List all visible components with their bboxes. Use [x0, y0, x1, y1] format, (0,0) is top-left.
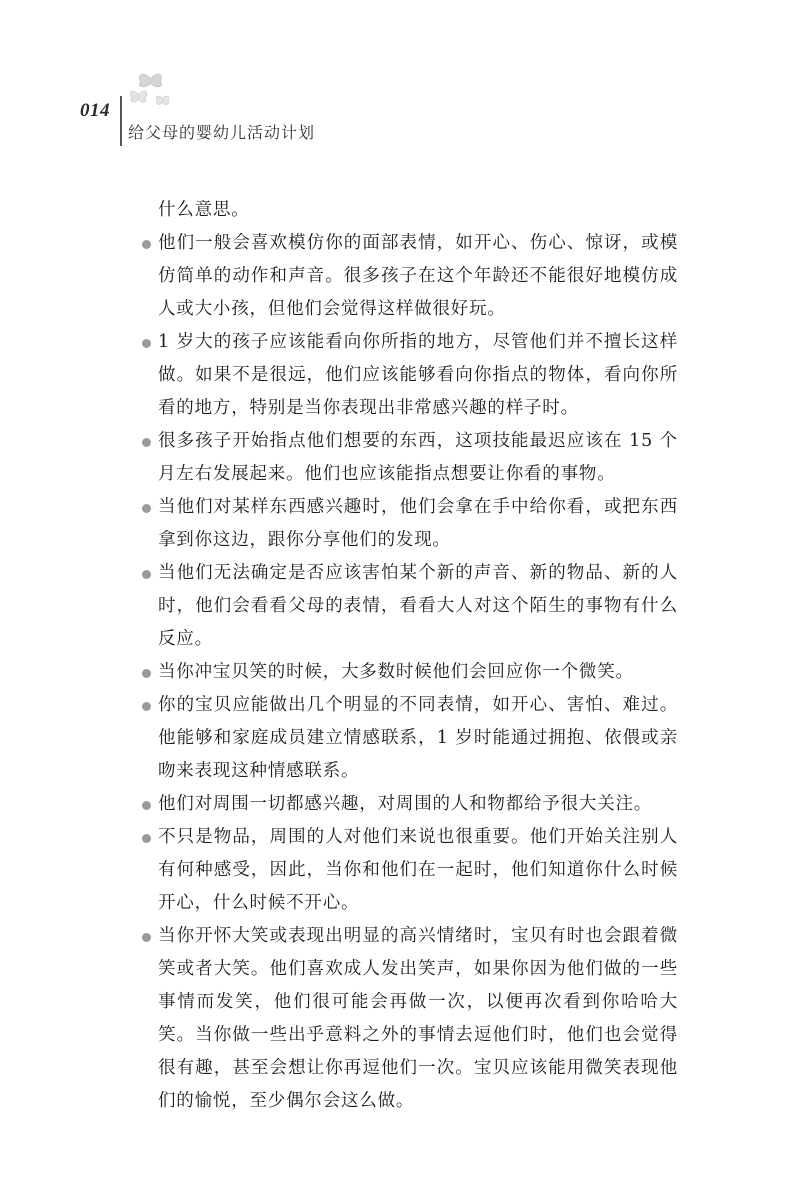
butterflies-icon	[128, 70, 173, 115]
page-body	[158, 194, 678, 1118]
list-item-text: 他们对周围一切都感兴趣，对周围的人和物都给予很大关注。	[158, 794, 653, 814]
list-item	[158, 788, 678, 821]
bullet-dot-icon	[142, 339, 151, 348]
list-item	[158, 425, 678, 491]
bullet-dot-icon	[142, 504, 151, 513]
list-item	[158, 491, 678, 557]
list-item-text: 很多孩子开始指点他们想要的东西，这项技能最迟应该在 15 个月左右发展起来。他们也应该能指点想要让你看的事物。	[158, 431, 678, 484]
list-item	[158, 821, 678, 920]
bullet-dot-icon	[142, 702, 151, 711]
list-item-text: 当你开怀大笑或表现出明显的高兴情绪时，宝贝有时也会跟着微笑或者大笑。他们喜欢成人发出笑声，如果你因为他们做的一些事情而发笑，他们很可能会再做一次，以便再次看到你哈哈大笑。当你做一些出乎意料之外的事情去逗他们时，他们也会觉得很有趣，甚至会想让你再逗他们一次。宝贝应该能用微笑表现他们的愉悦，至少偶尔会这么做。	[158, 926, 678, 1111]
list-item	[158, 227, 678, 326]
bullet-dot-icon	[142, 801, 151, 810]
list-item	[158, 920, 678, 1118]
book-title: 给父母的婴幼儿活动计划	[128, 123, 316, 142]
header-divider	[120, 96, 122, 146]
bullet-dot-icon	[142, 438, 151, 447]
page-header	[0, 0, 800, 150]
list-item-text: 当你冲宝贝笑的时候，大多数时候他们会回应你一个微笑。	[158, 662, 634, 682]
bullet-dot-icon	[142, 240, 151, 249]
bullet-dot-icon	[142, 669, 151, 678]
list-item-text: 1 岁大的孩子应该能看向你所指的地方，尽管他们并不擅长这样做。如果不是很远，他们应该能够看向你指点的物体，看向你所看的地方，特别是当你表现出非常感兴趣的样子时。	[158, 332, 678, 418]
bullet-dot-icon	[142, 570, 151, 579]
list-item	[158, 656, 678, 689]
list-item	[158, 557, 678, 656]
list-item-text: 当他们无法确定是否应该害怕某个新的声音、新的物品、新的人时，他们会看看父母的表情，看看大人对这个陌生的事物有什么反应。	[158, 563, 678, 649]
list-item-text: 你的宝贝应能做出几个明显的不同表情，如开心、害怕、难过。他能够和家庭成员建立情感联系，1 岁时能通过拥抱、依偎或亲吻来表现这种情感联系。	[158, 695, 678, 781]
list-item	[158, 689, 678, 788]
continuation-text: 什么意思。	[158, 200, 250, 220]
list-item-text: 不只是物品，周围的人对他们来说也很重要。他们开始关注别人有何种感受，因此，当你和他们在一起时，他们知道你什么时候开心，什么时候不开心。	[158, 827, 678, 913]
list-item-text: 当他们对某样东西感兴趣时，他们会拿在手中给你看，或把东西拿到你这边，跟你分享他们的发现。	[158, 497, 678, 550]
page-number: 014	[80, 100, 110, 121]
bullet-dot-icon	[142, 834, 151, 843]
list-item-text: 他们一般会喜欢模仿你的面部表情，如开心、伤心、惊讶，或模仿简单的动作和声音。很多孩子在这个年龄还不能很好地模仿成人或大小孩，但他们会觉得这样做很好玩。	[158, 233, 678, 319]
list-item	[158, 326, 678, 425]
bullet-list	[158, 227, 678, 1118]
bullet-dot-icon	[142, 933, 151, 942]
